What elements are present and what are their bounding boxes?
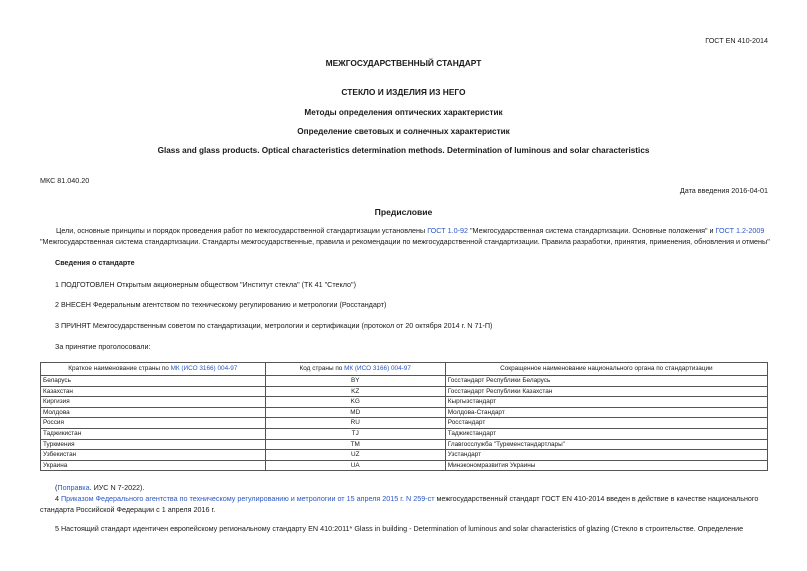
table-row bbox=[41, 407, 768, 418]
country-name: Казахстан bbox=[41, 386, 266, 397]
country-name: Таджикистан bbox=[41, 428, 266, 439]
header-country-name: Краткое наименование страны по МК (ИСО 3166) 004-97 bbox=[41, 363, 266, 376]
country-code: TJ bbox=[265, 428, 445, 439]
standards-body: Госстандарт Республики Казахстан bbox=[445, 386, 767, 397]
table-row bbox=[41, 428, 768, 439]
table-row bbox=[41, 439, 768, 450]
country-code: KG bbox=[265, 397, 445, 408]
country-name: Молдова bbox=[41, 407, 266, 418]
country-code: TM bbox=[265, 439, 445, 450]
table-row bbox=[41, 418, 768, 429]
country-code: MD bbox=[265, 407, 445, 418]
foreword-paragraph bbox=[40, 226, 770, 247]
country-code: KZ bbox=[265, 386, 445, 397]
country-name: Узбекистан bbox=[41, 450, 266, 461]
foreword-text-b: "Межгосударственная система стандартизации. Основные положения" и bbox=[468, 226, 716, 235]
table-row bbox=[41, 376, 768, 387]
header-country-code: Код страны по МК (ИСО 3166) 004-97 bbox=[265, 363, 445, 376]
table-row bbox=[41, 386, 768, 397]
country-name: Россия bbox=[41, 418, 266, 429]
amendment-link[interactable]: Поправка bbox=[57, 483, 90, 492]
country-name: Туркмения bbox=[41, 439, 266, 450]
standards-body: Минэкономразвития Украины bbox=[445, 460, 767, 471]
mk-iso-link[interactable]: МК (ИСО 3166) 004-97 bbox=[170, 365, 238, 373]
standards-body: Молдова-Стандарт bbox=[445, 407, 767, 418]
standards-body: Госстандарт Республики Беларусь bbox=[445, 376, 767, 387]
document-number: ГОСТ EN 410-2014 bbox=[705, 36, 768, 45]
mk-iso-link[interactable]: МК (ИСО 3166) 004-97 bbox=[344, 365, 411, 373]
amendment-note: (Поправка. ИУС N 7-2022). bbox=[55, 483, 145, 492]
item-prepared: 1 ПОДГОТОВЛЕН Открытым акционерным обществом "Институт стекла" (ТК 41 "Стекло") bbox=[55, 280, 356, 289]
table-row bbox=[41, 397, 768, 408]
subtitle-methods: Методы определения оптических характеристик bbox=[304, 108, 503, 117]
standards-body: Узстандарт bbox=[445, 450, 767, 461]
foreword-text-a: Цели, основные принципы и порядок проведения работ по межгосударственной стандартизации установлены bbox=[56, 226, 428, 235]
english-title: Glass and glass products. Optical characteristics determination methods. Determination of luminous and solar characteristics bbox=[157, 146, 650, 155]
country-name: Киргизия bbox=[41, 397, 266, 408]
country-code: RU bbox=[265, 418, 445, 429]
countries-table bbox=[40, 362, 768, 471]
table-header-row bbox=[41, 363, 768, 376]
table-row bbox=[41, 450, 768, 461]
subtitle-determination: Определение световых и солнечных характеристик bbox=[297, 127, 510, 136]
country-code: UA bbox=[265, 460, 445, 471]
gost-1-2-link[interactable]: ГОСТ 1.2-2009 bbox=[715, 226, 765, 235]
header-standards-body: Сокращенное наименование национального органа по стандартизации bbox=[445, 363, 767, 376]
country-name: Беларусь bbox=[41, 376, 266, 387]
item-enacted: 4 Приказом Федерального агентства по техническому регулированию и метрологии от 15 апреля 2015 г. N 259-ст межгосударственный стандарт ГОСТ EN 410-2014 введен в действие в качестве национального стандарта Российской Федерации с 1 апреля 2016 г. bbox=[40, 494, 759, 514]
standard-type: МЕЖГОСУДАРСТВЕННЫЙ СТАНДАРТ bbox=[325, 58, 482, 68]
item-adopted: 3 ПРИНЯТ Межгосударственным советом по стандартизации, метрологии и сертификации (протокол от 20 октября 2014 г. N 71-П) bbox=[55, 321, 493, 330]
voted-label: За принятие проголосовали: bbox=[55, 342, 151, 351]
standards-body: Кыргызстандарт bbox=[445, 397, 767, 408]
item-introduced: 2 ВНЕСЕН Федеральным агентством по техническому регулированию и метрологии (Росстандарт) bbox=[55, 300, 387, 309]
gost-1-0-link[interactable]: ГОСТ 1.0-92 bbox=[427, 226, 468, 235]
order-link[interactable]: Приказом Федерального агентства по техническому регулированию и метрологии от 15 апреля 2015 г. N 259-ст bbox=[61, 494, 435, 503]
item-identical: 5 Настоящий стандарт идентичен европейскому региональному стандарту EN 410:2011* Glass in building - Determination of luminous and solar characteristics of glazing (Стекло в строительстве. Определение bbox=[55, 524, 744, 533]
about-standard-heading: Сведения о стандарте bbox=[55, 258, 135, 267]
intro-date: Дата введения 2016-04-01 bbox=[679, 186, 768, 195]
country-code: BY bbox=[265, 376, 445, 387]
country-code: UZ bbox=[265, 450, 445, 461]
mks-code: МКС 81.040.20 bbox=[40, 176, 90, 185]
standards-body: Таджикстандарт bbox=[445, 428, 767, 439]
standards-body: Главгосслужба "Туркменстандартлары" bbox=[445, 439, 767, 450]
country-name: Украина bbox=[41, 460, 266, 471]
foreword-text-c: "Межгосударственная система стандартизации. Стандарты межгосударственные, правила и рекомендации по межгосударственной стандартизации. Правила разработки, принятия, применения, обновления и отмены" bbox=[40, 236, 770, 246]
table-row bbox=[41, 460, 768, 471]
standards-body: Росстандарт bbox=[445, 418, 767, 429]
standard-name: СТЕКЛО И ИЗДЕЛИЯ ИЗ НЕГО bbox=[341, 87, 466, 97]
foreword-heading: Предисловие bbox=[374, 207, 433, 217]
